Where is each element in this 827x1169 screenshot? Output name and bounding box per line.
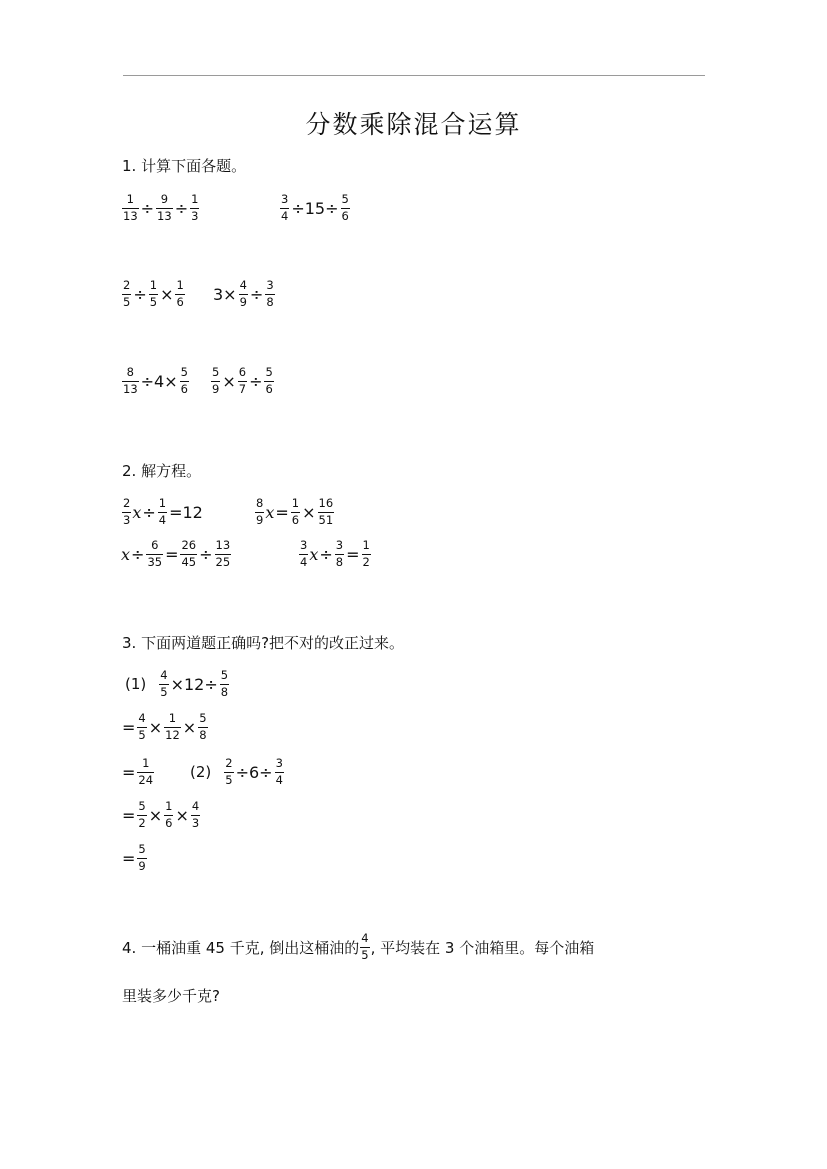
equation-2a bbox=[121, 492, 204, 532]
fraction-numerator: 5 bbox=[199, 711, 207, 725]
fraction bbox=[159, 670, 168, 698]
fraction bbox=[318, 498, 335, 526]
fraction-numerator: 5 bbox=[220, 668, 229, 682]
fraction-denominator: 9 bbox=[256, 512, 264, 527]
fraction-denominator: 3 bbox=[191, 815, 200, 830]
fraction-numerator: 16 bbox=[318, 496, 334, 510]
operator: ×12÷ bbox=[170, 674, 218, 694]
fraction-denominator: 4 bbox=[275, 772, 283, 787]
check-problem-1-line-3 bbox=[121, 752, 155, 792]
word-problem-line-2: 里装多少千克? bbox=[122, 987, 220, 1005]
fraction bbox=[239, 280, 248, 308]
fraction bbox=[190, 194, 199, 222]
fraction bbox=[158, 498, 167, 526]
fraction-denominator: 4 bbox=[158, 512, 167, 527]
fraction bbox=[291, 498, 300, 526]
fraction-denominator: 13 bbox=[123, 208, 138, 223]
fraction bbox=[122, 280, 131, 308]
fraction-denominator: 13 bbox=[157, 208, 172, 223]
fraction-numerator: 2 bbox=[225, 756, 233, 770]
fraction-numerator: 1 bbox=[191, 192, 199, 206]
fraction-denominator: 6 bbox=[180, 381, 188, 396]
fraction bbox=[149, 280, 158, 308]
fraction-denominator: 5 bbox=[123, 294, 131, 309]
equation-2d bbox=[298, 534, 372, 574]
operator: ÷15÷ bbox=[291, 198, 339, 218]
problem-label: (1) bbox=[125, 675, 147, 693]
fraction-numerator: 4 bbox=[138, 711, 146, 725]
operator: × bbox=[182, 717, 197, 737]
fraction-numerator: 5 bbox=[138, 842, 146, 856]
fraction bbox=[180, 540, 197, 568]
fraction-denominator: 6 bbox=[165, 815, 173, 830]
equation-2c bbox=[121, 534, 232, 574]
fraction bbox=[215, 540, 232, 568]
fraction bbox=[180, 367, 189, 395]
variable: x bbox=[132, 502, 142, 522]
word-problem-text-b: , 平均装在 3 个油箱里。每个油箱 bbox=[370, 938, 595, 957]
fraction-numerator: 3 bbox=[281, 192, 289, 206]
fraction bbox=[198, 713, 207, 741]
fraction-denominator: 2 bbox=[362, 554, 370, 569]
fraction bbox=[191, 801, 200, 829]
operator: = bbox=[122, 762, 136, 782]
fraction-numerator: 1 bbox=[142, 756, 150, 770]
fraction bbox=[299, 540, 308, 568]
fraction bbox=[211, 367, 220, 395]
fraction bbox=[137, 758, 154, 786]
operator: ÷6÷ bbox=[235, 762, 273, 782]
fraction-numerator: 3 bbox=[335, 538, 344, 552]
fraction-numerator: 1 bbox=[176, 278, 184, 292]
fraction-numerator: 5 bbox=[265, 365, 273, 379]
section-3-heading: 3. 下面两道题正确吗?把不对的改正过来。 bbox=[122, 634, 405, 652]
fraction bbox=[275, 758, 284, 786]
fraction-denominator: 3 bbox=[191, 208, 199, 223]
fraction-numerator: 5 bbox=[212, 365, 220, 379]
fraction-denominator: 6 bbox=[341, 208, 349, 223]
fraction-denominator: 2 bbox=[138, 815, 146, 830]
fraction-numerator: 2 bbox=[123, 278, 131, 292]
fraction bbox=[137, 713, 146, 741]
check-problem-2-line-1 bbox=[190, 752, 285, 792]
fraction-numerator: 9 bbox=[160, 192, 169, 206]
variable: x bbox=[309, 544, 319, 564]
fraction-denominator: 6 bbox=[176, 294, 184, 309]
fraction-numerator: 3 bbox=[266, 278, 274, 292]
operator: × bbox=[222, 371, 236, 391]
fraction-numerator: 1 bbox=[165, 799, 173, 813]
fraction-numerator: 6 bbox=[238, 365, 247, 379]
problem-1c bbox=[121, 274, 186, 314]
operator: × bbox=[175, 805, 189, 825]
fraction-denominator: 8 bbox=[335, 554, 344, 569]
fraction-denominator: 5 bbox=[160, 684, 168, 699]
fraction bbox=[224, 758, 233, 786]
fraction-numerator: 1 bbox=[362, 538, 370, 552]
fraction-numerator: 1 bbox=[158, 496, 167, 510]
word-problem-fraction bbox=[360, 933, 369, 961]
fraction-numerator: 3 bbox=[300, 538, 308, 552]
fraction bbox=[341, 194, 350, 222]
operator: 3× bbox=[213, 284, 237, 304]
check-problem-1-line-2 bbox=[121, 707, 209, 747]
fraction bbox=[122, 367, 139, 395]
fraction-numerator: 5 bbox=[180, 365, 188, 379]
fraction-denominator: 8 bbox=[199, 727, 207, 742]
problem-label: (2) bbox=[190, 763, 212, 781]
operator: = bbox=[165, 544, 179, 564]
operator: = bbox=[275, 502, 289, 522]
fraction-numerator: 26 bbox=[181, 538, 197, 552]
problem-1f bbox=[210, 361, 275, 401]
operator: × bbox=[302, 502, 316, 522]
fraction bbox=[156, 194, 173, 222]
variable: x bbox=[265, 502, 275, 522]
fraction bbox=[220, 670, 229, 698]
check-problem-1-line-1 bbox=[125, 664, 230, 704]
fraction-numerator: 6 bbox=[151, 538, 159, 552]
fraction-numerator: 8 bbox=[126, 365, 134, 379]
check-problem-2-line-2 bbox=[121, 795, 201, 835]
equation-2b bbox=[254, 492, 335, 532]
fraction-denominator: 7 bbox=[238, 381, 247, 396]
fraction-denominator: 9 bbox=[138, 858, 146, 873]
problem-1b bbox=[279, 188, 351, 228]
fraction bbox=[122, 194, 139, 222]
fraction-numerator: 13 bbox=[215, 538, 231, 552]
fraction-numerator: 8 bbox=[256, 496, 264, 510]
fraction-numerator: 1 bbox=[149, 278, 158, 292]
operator: ÷4× bbox=[140, 371, 178, 391]
operator: × bbox=[160, 284, 174, 304]
problem-1a bbox=[121, 188, 200, 228]
word-problem-line-1 bbox=[122, 927, 712, 967]
problem-1d bbox=[212, 274, 276, 314]
fraction-denominator: 5 bbox=[138, 727, 146, 742]
operator: = bbox=[122, 805, 136, 825]
word-problem-text-a: 4. 一桶油重 45 千克, 倒出这桶油的 bbox=[122, 938, 360, 957]
fraction bbox=[265, 280, 274, 308]
operator: ÷ bbox=[133, 284, 147, 304]
fraction-numerator: 4 bbox=[361, 931, 369, 945]
fraction-numerator: 4 bbox=[239, 278, 247, 292]
fraction-numerator: 5 bbox=[138, 799, 146, 813]
operator: ÷ bbox=[131, 544, 145, 564]
fraction-denominator: 5 bbox=[225, 772, 233, 787]
fraction bbox=[175, 280, 184, 308]
fraction-denominator: 4 bbox=[300, 554, 308, 569]
fraction-denominator: 6 bbox=[265, 381, 273, 396]
operator: ÷ bbox=[199, 544, 213, 564]
fraction-denominator: 24 bbox=[138, 772, 154, 787]
fraction bbox=[255, 498, 264, 526]
fraction bbox=[280, 194, 289, 222]
fraction bbox=[362, 540, 371, 568]
fraction-numerator: 2 bbox=[123, 496, 131, 510]
header-rule bbox=[123, 75, 705, 76]
fraction bbox=[146, 540, 163, 568]
fraction-denominator: 12 bbox=[165, 727, 180, 742]
fraction-denominator: 9 bbox=[212, 381, 220, 396]
fraction bbox=[137, 844, 146, 872]
operator: = bbox=[122, 848, 136, 868]
operator: ÷ bbox=[249, 371, 263, 391]
check-problem-2-line-3 bbox=[121, 838, 148, 878]
operator: × bbox=[148, 717, 163, 737]
fraction bbox=[264, 367, 273, 395]
problem-1e bbox=[121, 361, 190, 401]
operator: =12 bbox=[169, 502, 203, 522]
fraction-denominator: 3 bbox=[123, 512, 131, 527]
fraction-denominator: 25 bbox=[215, 554, 231, 569]
fraction-numerator: 4 bbox=[191, 799, 200, 813]
fraction-denominator: 6 bbox=[291, 512, 300, 527]
fraction-denominator: 5 bbox=[149, 294, 158, 309]
fraction bbox=[122, 498, 131, 526]
fraction-denominator: 4 bbox=[281, 208, 289, 223]
section-1-heading: 1. 计算下面各题。 bbox=[122, 157, 247, 175]
fraction-numerator: 3 bbox=[275, 756, 283, 770]
fraction-denominator: 51 bbox=[318, 512, 334, 527]
fraction bbox=[164, 713, 181, 741]
fraction bbox=[137, 801, 146, 829]
fraction-denominator: 8 bbox=[266, 294, 274, 309]
fraction-denominator: 13 bbox=[123, 381, 138, 396]
variable: x bbox=[121, 544, 131, 564]
page-title: 分数乘除混合运算 bbox=[305, 110, 522, 139]
fraction-numerator: 1 bbox=[168, 711, 177, 725]
fraction bbox=[238, 367, 247, 395]
fraction-numerator: 1 bbox=[291, 496, 300, 510]
operator: × bbox=[148, 805, 163, 825]
fraction-denominator: 45 bbox=[181, 554, 197, 569]
fraction-numerator: 4 bbox=[160, 668, 168, 682]
operator: ÷ bbox=[140, 198, 155, 218]
operator: ÷ bbox=[319, 544, 333, 564]
fraction-denominator: 5 bbox=[361, 947, 369, 962]
operator: = bbox=[122, 717, 136, 737]
section-2-heading: 2. 解方程。 bbox=[122, 462, 202, 480]
operator: ÷ bbox=[142, 502, 156, 522]
fraction-denominator: 8 bbox=[220, 684, 229, 699]
operator: ÷ bbox=[249, 284, 264, 304]
operator: = bbox=[346, 544, 360, 564]
fraction-denominator: 9 bbox=[239, 294, 247, 309]
fraction-numerator: 1 bbox=[126, 192, 134, 206]
operator: ÷ bbox=[174, 198, 189, 218]
fraction bbox=[335, 540, 344, 568]
fraction-numerator: 5 bbox=[341, 192, 349, 206]
fraction bbox=[164, 801, 173, 829]
fraction-denominator: 35 bbox=[147, 554, 163, 569]
